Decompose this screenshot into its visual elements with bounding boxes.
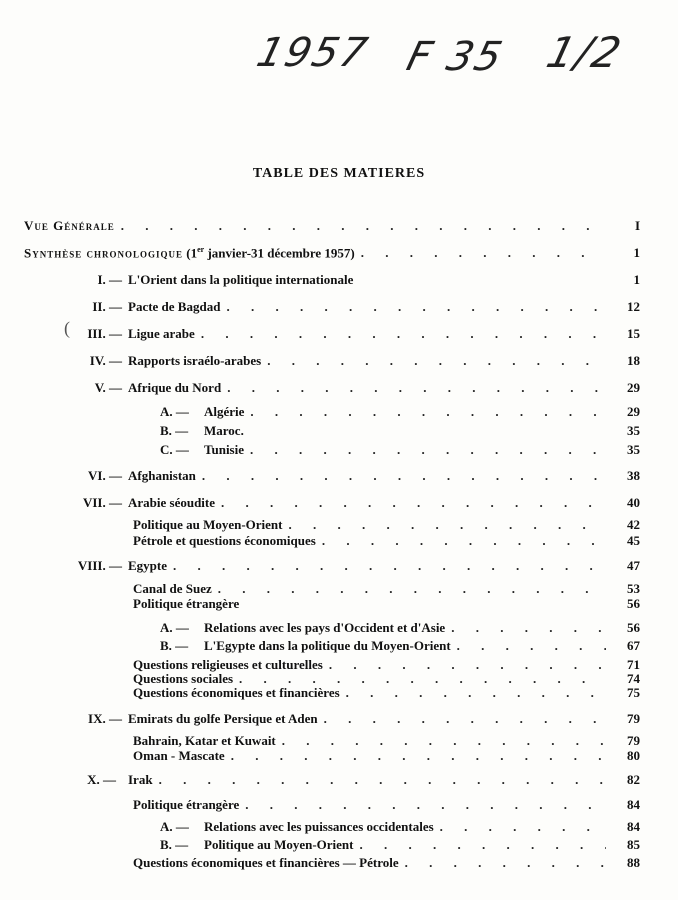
toc-entry-page: 84 [627, 819, 640, 834]
toc-entry [133, 517, 640, 533]
toc-entry-page: 35 [627, 423, 640, 438]
toc-entry [72, 495, 640, 511]
toc-entry [133, 685, 640, 701]
toc-entry-title: L'Orient dans la politique internationale [128, 272, 354, 287]
toc-entry [72, 299, 640, 315]
toc-entry [133, 581, 640, 597]
toc-entry-page: 74 [627, 671, 640, 686]
toc-entry-page: 71 [627, 657, 640, 672]
toc-entry-title: Politique au Moyen-Orient [133, 517, 283, 532]
toc-leader [250, 442, 606, 458]
toc-leader [440, 819, 606, 835]
toc-entry-page: 80 [627, 748, 640, 763]
toc-entry-number: B. — [160, 837, 189, 852]
toc-entry [160, 837, 640, 853]
handwritten-year: 1957 [252, 30, 374, 76]
toc-entry-title: Canal de Suez [133, 581, 212, 596]
toc-entry-number: VI. — [88, 468, 122, 483]
toc-entry-number: C. — [160, 442, 189, 457]
toc-leader [121, 218, 606, 234]
toc-entry [160, 620, 640, 636]
toc-entry-page: 75 [627, 685, 640, 700]
toc-entry-page: 12 [627, 299, 640, 314]
toc-leader [361, 245, 606, 261]
toc-entry-page: 85 [627, 837, 640, 852]
toc-leader [227, 380, 606, 396]
toc-leader [346, 685, 606, 701]
page-title: TABLE DES MATIERES [252, 166, 426, 181]
toc-entry-page: 82 [627, 772, 640, 787]
toc-entry-title: Rapports israélo-arabes [128, 353, 262, 368]
toc-entry-page: 29 [627, 380, 640, 395]
toc-entry-title: Pacte de Bagdad [128, 299, 221, 314]
toc-entry-title: Politique au Moyen-Orient [204, 837, 354, 852]
handwritten-code: F 35 [402, 34, 509, 80]
toc-entry [72, 558, 640, 574]
toc-leader [173, 558, 606, 574]
toc-entry [72, 772, 640, 788]
toc-entry-page: 38 [627, 468, 640, 483]
toc-leader [324, 711, 606, 727]
toc-entry [160, 423, 640, 439]
toc-entry [160, 819, 640, 835]
toc-entry [133, 596, 640, 612]
toc-entry-page: 18 [627, 353, 640, 368]
toc-entry-title: Politique étrangère [133, 797, 240, 812]
toc-entry-number: II. — [92, 299, 122, 314]
toc-entry [133, 733, 640, 749]
toc-leader [289, 517, 607, 533]
toc-entry [133, 855, 640, 871]
toc-entry [133, 797, 640, 813]
toc-entry-page: 47 [627, 558, 640, 573]
toc-entry-title: Egypte [128, 558, 167, 573]
toc-entry-page: 29 [627, 404, 640, 419]
toc-entry-title: Politique étrangère [133, 596, 240, 611]
toc-entry-title: Vue Générale [24, 218, 115, 233]
toc-entry [160, 638, 640, 654]
toc-entry-title: Questions sociales [133, 671, 234, 686]
toc-entry-title: Questions économiques et financières — Pétrole [133, 855, 399, 870]
toc-leader [202, 468, 606, 484]
toc-entry-number: VII. — [82, 495, 122, 510]
toc-entry [72, 326, 640, 342]
toc-leader [201, 326, 606, 342]
toc-entry-page: 45 [627, 533, 640, 548]
toc-entry-number: A. — [160, 404, 189, 419]
toc-entry-title: Questions religieuses et culturelles [133, 657, 323, 672]
toc-leader [226, 299, 606, 315]
toc-entry-page: 67 [627, 638, 640, 653]
toc-entry-title: Irak [128, 772, 153, 787]
toc-entry-title: Relations avec les puissances occidentales [204, 819, 434, 834]
toc-entry-page: I [634, 218, 640, 233]
toc-entry-number: X. — [87, 772, 116, 787]
toc-entry-title: Oman - Mascate [133, 748, 225, 763]
toc-leader [457, 638, 606, 654]
toc-entry-number: B. — [160, 423, 189, 438]
toc-entry-page: 1 [633, 245, 640, 261]
toc-entry-page: 84 [627, 797, 640, 812]
handwritten-reference [0, 28, 678, 98]
toc-entry-title: Afrique du Nord [128, 380, 222, 395]
toc-entry-page: 40 [627, 495, 640, 510]
toc-entry-page: 53 [627, 581, 640, 596]
toc-entry-page: 79 [627, 733, 640, 748]
toc-entry [133, 533, 640, 549]
toc-leader [218, 581, 606, 597]
toc-entry-title: Tunisie [204, 442, 244, 457]
toc-entry-page: 88 [627, 855, 640, 870]
toc-entry-number: I. — [97, 272, 122, 287]
toc-entry-number: V. — [94, 380, 122, 395]
toc-entry-title: Pétrole et questions économiques [133, 533, 316, 548]
toc-entry [24, 218, 640, 234]
toc-entry-title: L'Egypte dans la politique du Moyen-Orient [204, 638, 451, 653]
toc-leader [231, 748, 606, 764]
toc-leader [282, 733, 606, 749]
toc-entry [72, 468, 640, 484]
toc-leader [245, 797, 606, 813]
toc-entry-title: Synthèse chronologique (1er janvier-31 décembre 1957) [24, 245, 355, 261]
toc-entry [72, 380, 640, 396]
toc-entry-page: 56 [627, 620, 640, 635]
toc-entry-number: B. — [160, 638, 189, 653]
toc-entry-number: III. — [87, 326, 122, 341]
toc-entry-number: A. — [160, 620, 189, 635]
toc-entry-title: Ligue arabe [128, 326, 195, 341]
toc-leader [267, 353, 606, 369]
toc-entry [72, 353, 640, 369]
toc-leader [322, 533, 606, 549]
toc-entry-title: Algérie [204, 404, 245, 419]
toc-entry [72, 272, 640, 288]
toc-leader [221, 495, 606, 511]
toc-leader [405, 855, 606, 871]
toc-entry-number: IX. — [88, 711, 122, 726]
toc-entry [72, 711, 640, 727]
toc-entry [24, 245, 640, 261]
toc-entry-title: Questions économiques et financières [133, 685, 340, 700]
toc-entry-page: 79 [627, 711, 640, 726]
toc-entry-title: Afghanistan [128, 468, 196, 483]
toc-entry-number: A. — [160, 819, 189, 834]
toc-leader [159, 772, 606, 788]
toc-leader [250, 404, 606, 420]
toc-leader [360, 837, 607, 853]
toc-entry-title: Arabie séoudite [128, 495, 216, 510]
toc-leader [451, 620, 606, 636]
handwritten-fraction: 1/2 [541, 28, 628, 77]
toc-entry-title: Emirats du golfe Persique et Aden [128, 711, 318, 726]
toc-entry [133, 748, 640, 764]
toc-entry-page: 42 [627, 517, 640, 532]
toc-entry-page: 35 [627, 442, 640, 457]
toc-entry-page: 15 [627, 326, 640, 341]
toc-entry-page: 1 [633, 272, 640, 287]
toc-entry-title: Maroc. [204, 423, 244, 438]
margin-mark: ( [64, 318, 70, 338]
toc-entry-title: Bahrain, Katar et Kuwait [133, 733, 276, 748]
toc-entry [160, 404, 640, 420]
toc-entry-title: Relations avec les pays d'Occident et d'Asie [204, 620, 446, 635]
toc-entry [160, 442, 640, 458]
toc-entry-number: IV. — [89, 353, 122, 368]
toc-entry-number: VIII. — [77, 558, 122, 573]
toc-entry-page: 56 [627, 596, 640, 611]
